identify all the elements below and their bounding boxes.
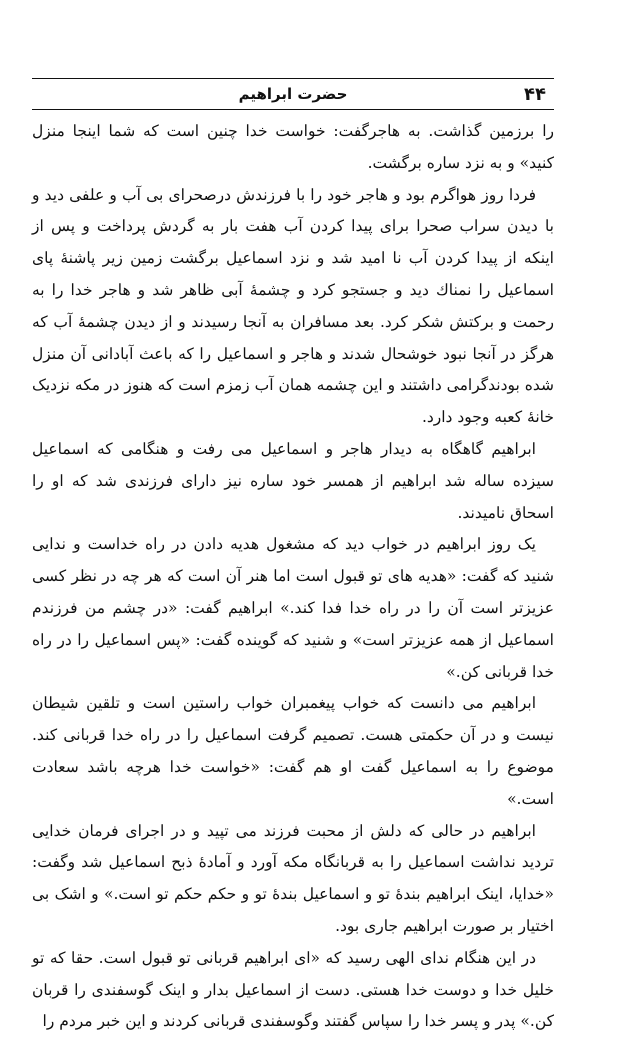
paragraph: فردا روز هواگرم بود و هاجر خود را با فرزندش درصحرای بی آب و علفی دید و با دیدن سراب صحرا برای پیدا کردن آب هفت بار به گردش پرداخت و پس از اینکه از پیدا کردن آب نا امید شد و نزد اسماعیل برگشت زمین زیر پاشنهٔ پای اسماعیل را نمناك دید و جستجو کرد و چشمهٔ آبی ظاهر شد و هاجر خدا را به رحمت و برکتش شکر کرد. بعد مسافران به آنجا رسیدند و از دیدن چشمهٔ آب که هرگز در آنجا نبود خوشحال شدند و هاجر و اسماعیل را که باعث آبادانی آن منزل شده بودندگرامی داشتند و این چشمه همان آب زمزم است که هنوز در مکه نزدیک خانهٔ کعبه وجود دارد. (32, 185, 554, 427)
body-text (32, 116, 554, 1038)
paragraph: ابراهیم می دانست که خواب پیغمبران خواب راستین است و تلقین شیطان نیست و در آن حکمتی هست. تصمیم گرفت اسماعیل را در راه خدا قربانی کند. موضوع را به اسماعیل گفت او هم گفت: «خواست خدا هرچه باشد سعادت است.» (32, 694, 554, 808)
running-title: حضرت ابراهیم (238, 85, 348, 103)
page-number: ۴۴ (524, 83, 546, 105)
paragraph: را برزمین گذاشت. به هاجرگفت: خواست خدا چنین است که شما اینجا منزل کنید» و به نزد ساره برگشت. (32, 122, 554, 172)
paragraph: ابراهیم در حالی که دلش از محبت فرزند می تپید و در اجرای فرمان خدایی تردید نداشت اسماعیل را به قربانگاه مکه آورد و آمادهٔ ذبح اسماعیل شد وگفت: «خدایا، اینک ابراهیم بندهٔ تو و اسماعیل بندهٔ تو و حکم حکم تو است.» و اشک بی اختیار بر صورت ابراهیم جاری بود. (32, 821, 554, 935)
paragraph: در این هنگام ندای الهی رسید که «ای ابراهیم قربانی تو قبول است. حقا که تو خلیل خدا و دوست خدا هستی. دست از اسماعیل بدار و اینک گوسفندی را قربان کن.» پدر و پسر خدا را سپاس گفتند وگوسفندی قربانی کردند و این خبر مردم را (32, 948, 554, 1031)
page-header (32, 78, 554, 110)
paragraph: یک روز ابراهیم در خواب دید که مشغول هدیه دادن در راه خداست و ندایی شنید که گفت: «هدیه های تو قبول است اما هنر آن است که هر چه در نظر کسی عزیزتر است آن را در راه خدا فدا کند.» ابراهیم گفت: «در چشم من فرزندم اسماعیل از همه عزیزتر است» و شنید که گوینده گفت: «پس اسماعیل را در راه خدا قربانی کن.» (32, 535, 554, 681)
book-page (32, 78, 554, 1031)
paragraph: ابراهیم گاهگاه به دیدار هاجر و اسماعیل می رفت و هنگامی که اسماعیل سیزده ساله شد ابراهیم از همسر خود ساره نیز دارای فرزندی شد که او را اسحاق نامیدند. (32, 439, 554, 522)
